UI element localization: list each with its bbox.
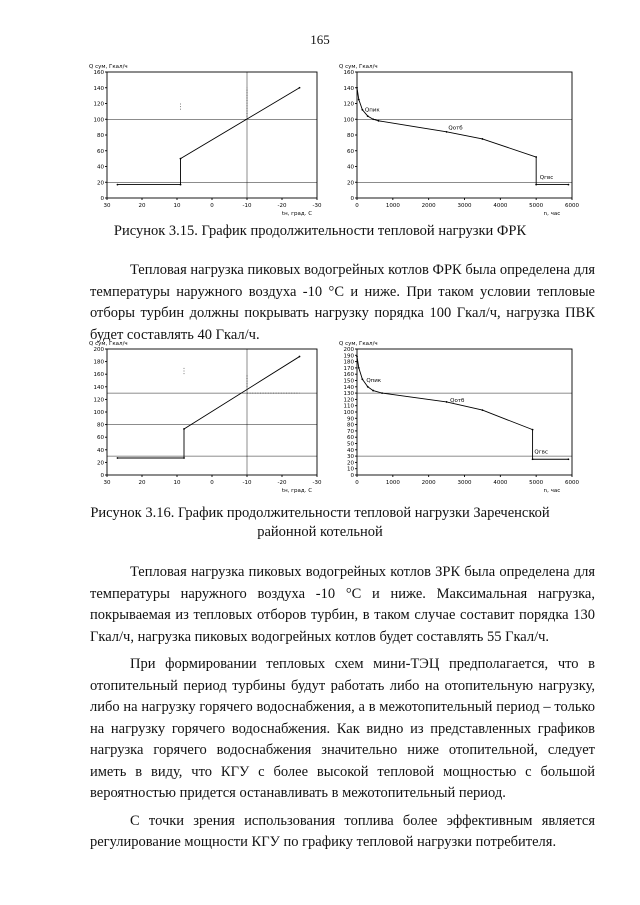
y-tick-label: 90	[347, 416, 354, 423]
y-tick-label: 80	[97, 422, 104, 429]
series-point	[378, 120, 380, 122]
y-tick-label: 80	[97, 133, 104, 139]
y-tick-label: 60	[347, 435, 354, 442]
x-tick-label: 0	[355, 203, 359, 209]
series-point	[183, 428, 185, 430]
chart-zrk-temperature	[85, 337, 325, 502]
x-axis-title: n, час	[543, 488, 561, 494]
y-tick-label: 60	[347, 148, 354, 155]
y-tick-label: 40	[97, 447, 104, 454]
x-tick-label: 4000	[493, 480, 508, 486]
chart-frk-duration-svg	[335, 60, 580, 225]
series-point	[180, 158, 182, 160]
y-axis-title: Q сум, Гкал/ч	[89, 64, 128, 70]
x-tick-label: 0	[210, 203, 214, 209]
series-point	[299, 87, 301, 89]
x-tick-label: 10	[173, 203, 181, 209]
series-line	[118, 357, 300, 458]
series-point	[180, 184, 182, 186]
y-tick-label: 140	[343, 85, 354, 92]
x-tick-label: 0	[210, 480, 214, 486]
y-tick-label: 100	[93, 410, 104, 416]
y-tick-label: 0	[350, 473, 354, 479]
x-tick-label: 30	[103, 480, 111, 486]
series-point	[361, 378, 363, 380]
series-point	[367, 115, 369, 117]
body-text	[90, 562, 595, 854]
x-tick-label: 20	[138, 480, 146, 486]
page-number: 165	[310, 32, 330, 47]
x-tick-label: 1000	[385, 480, 400, 486]
y-tick-label: 160	[343, 70, 354, 76]
y-tick-label: 60	[97, 148, 104, 155]
x-tick-label: 6000	[565, 480, 579, 486]
chart-frk-duration	[335, 60, 580, 225]
y-tick-label: 30	[347, 454, 354, 461]
series-point	[532, 458, 534, 460]
chart-frk-temperature-svg	[85, 60, 325, 225]
figure-caption-3-15: Рисунок 3.15. График продолжительности тепловой нагрузки ФРК	[113, 223, 527, 239]
y-tick-label: 120	[343, 397, 354, 404]
x-tick-label: -10	[242, 480, 252, 486]
y-tick-label: 20	[347, 180, 354, 187]
y-tick-label: 0	[350, 196, 354, 202]
y-tick-label: 150	[343, 378, 354, 385]
y-tick-label: 80	[347, 422, 354, 429]
y-tick-label: 200	[93, 347, 104, 353]
y-axis-title: Q сум, Гкал/ч	[339, 64, 378, 70]
x-tick-label: -30	[312, 203, 322, 209]
x-tick-label: 4000	[493, 203, 508, 209]
x-tick-label: -30	[312, 480, 322, 486]
y-tick-label: 100	[343, 410, 354, 416]
series-point	[446, 401, 448, 403]
y-tick-label: 180	[343, 359, 354, 366]
y-tick-label: 120	[93, 101, 104, 108]
series-point	[381, 392, 383, 394]
series-annotation-label: Qотб	[450, 397, 465, 404]
chart-zrk-duration-svg	[335, 337, 580, 502]
series-point	[356, 356, 358, 358]
y-axis-title: Q сум, Гкал/ч	[339, 341, 378, 347]
y-axis-title: Q сум, Гкал/ч	[89, 341, 128, 347]
series-point	[482, 138, 484, 140]
y-tick-label: 120	[343, 101, 354, 108]
paragraph-zrk-text: Тепловая нагрузка пиковых водогрейных котлов ЗРК была определена для температуры наружного воздуха -10 °С и ниже. Максимальная нагрузка, покрываемая из тепловых отборов турбин, в таком случае составит порядка 130 Гкал/ч, нагрузка пиковых водогрейных котлов будет составлять 55 Гкал/ч.	[90, 564, 595, 645]
y-tick-label: 200	[343, 347, 354, 353]
y-tick-label: 140	[93, 85, 104, 92]
x-tick-label: 1000	[385, 203, 400, 209]
plot-frame	[107, 72, 317, 198]
paragraph-mini-tec-text: При формировании тепловых схем мини-ТЭЦ предполагается, что в отопительный период турбины будут работать либо на отопительную нагрузку, либо на нагрузку горячего водоснабжения, а в межотопительный период – только на нагрузку горячего водоснабжения. Как видно из представленных графиков нагрузка горячего водоснабжения значительно ниже отопительной, следует иметь в виду, что КГУ с более высокой тепловой мощностью с большой вероятностью придется останавливать в межотопительный период.	[90, 656, 595, 801]
x-tick-label: -20	[277, 203, 287, 209]
series-annotation-label: Qгвс	[539, 175, 554, 182]
y-tick-label: 0	[100, 473, 104, 479]
y-tick-label: 40	[347, 164, 354, 171]
x-tick-label: 3000	[457, 203, 472, 209]
x-axis-title: n, час	[543, 211, 561, 217]
y-tick-label: 40	[97, 164, 104, 171]
figure-caption-3-16: Рисунок 3.16. График продолжительности тепловой нагрузки Зареченской районной котельной	[90, 505, 550, 540]
y-tick-label: 50	[347, 441, 354, 448]
series-point	[372, 118, 374, 120]
y-tick-label: 180	[93, 359, 104, 366]
series-line	[357, 357, 568, 460]
y-tick-label: 110	[343, 403, 354, 410]
x-tick-label: 3000	[457, 480, 472, 486]
series-point	[358, 367, 360, 369]
x-tick-label: -10	[242, 203, 252, 209]
series-annotation-label: Qотб	[448, 125, 463, 132]
y-tick-label: 10	[347, 466, 354, 473]
paragraph-fuel-text: С точки зрения использования топлива более эффективным является регулирование мощности КГУ по графику тепловой нагрузки потребителя.	[90, 812, 595, 850]
chart-zrk-temperature-svg	[85, 337, 325, 502]
paragraph-frk	[90, 260, 595, 346]
series-point	[358, 99, 360, 101]
y-tick-label: 160	[343, 372, 354, 379]
series-annotation-label: Qпик	[364, 107, 380, 114]
series-point	[361, 109, 363, 111]
x-tick-label: 10	[173, 480, 181, 486]
y-tick-label: 160	[93, 372, 104, 379]
x-tick-label: 2000	[421, 480, 436, 486]
series-line	[357, 88, 568, 185]
y-tick-label: 70	[347, 428, 354, 435]
series-point	[446, 131, 448, 133]
y-tick-label: 60	[97, 435, 104, 442]
series-point	[372, 390, 374, 392]
series-point	[183, 457, 185, 459]
y-tick-label: 170	[343, 365, 354, 372]
series-point	[535, 156, 537, 158]
series-point	[482, 409, 484, 411]
y-tick-label: 40	[347, 447, 354, 454]
y-tick-label: 20	[97, 180, 104, 187]
y-tick-label: 0	[100, 196, 104, 202]
series-point	[568, 458, 570, 460]
series-point	[299, 356, 301, 358]
y-tick-label: 100	[343, 117, 354, 124]
x-axis-title: tн, град. С	[281, 211, 313, 217]
y-tick-label: 20	[97, 460, 104, 467]
x-tick-label: 20	[138, 203, 146, 209]
paragraph-frk-text: Тепловая нагрузка пиковых водогрейных котлов ФРК была определена для температуры наружного воздуха -10 °С и ниже. При таком условии тепловые отборы турбин должны покрывать нагрузку порядка 100 Гкал/ч, нагрузка ПВК будет составлять 40 Гкал/ч.	[90, 262, 595, 343]
y-tick-label: 140	[93, 384, 104, 391]
series-line	[118, 88, 300, 185]
series-point	[367, 386, 369, 388]
chart-frk-temperature	[85, 60, 325, 225]
series-annotation-label: Qгвс	[534, 449, 548, 456]
y-tick-label: 160	[93, 70, 104, 76]
x-tick-label: 0	[355, 480, 359, 486]
x-tick-label: 5000	[529, 203, 544, 209]
x-tick-label: -20	[277, 480, 287, 486]
x-axis-title: tн, град. С	[281, 488, 313, 494]
x-tick-label: 2000	[421, 203, 436, 209]
x-tick-label: 6000	[565, 203, 579, 209]
series-point	[568, 184, 570, 186]
series-point	[117, 184, 119, 186]
series-annotation-label: Qпик	[366, 377, 382, 384]
series-point	[356, 87, 358, 89]
y-tick-label: 190	[343, 353, 354, 360]
x-tick-label: 5000	[529, 480, 544, 486]
chart-zrk-duration	[335, 337, 580, 502]
y-tick-label: 100	[93, 117, 104, 124]
series-point	[117, 457, 119, 459]
y-tick-label: 20	[347, 460, 354, 467]
x-tick-label: 30	[103, 203, 111, 209]
y-tick-label: 120	[93, 397, 104, 404]
series-point	[532, 429, 534, 431]
y-tick-label: 130	[343, 391, 354, 398]
y-tick-label: 80	[347, 133, 354, 139]
series-point	[535, 184, 537, 186]
y-tick-label: 140	[343, 384, 354, 391]
